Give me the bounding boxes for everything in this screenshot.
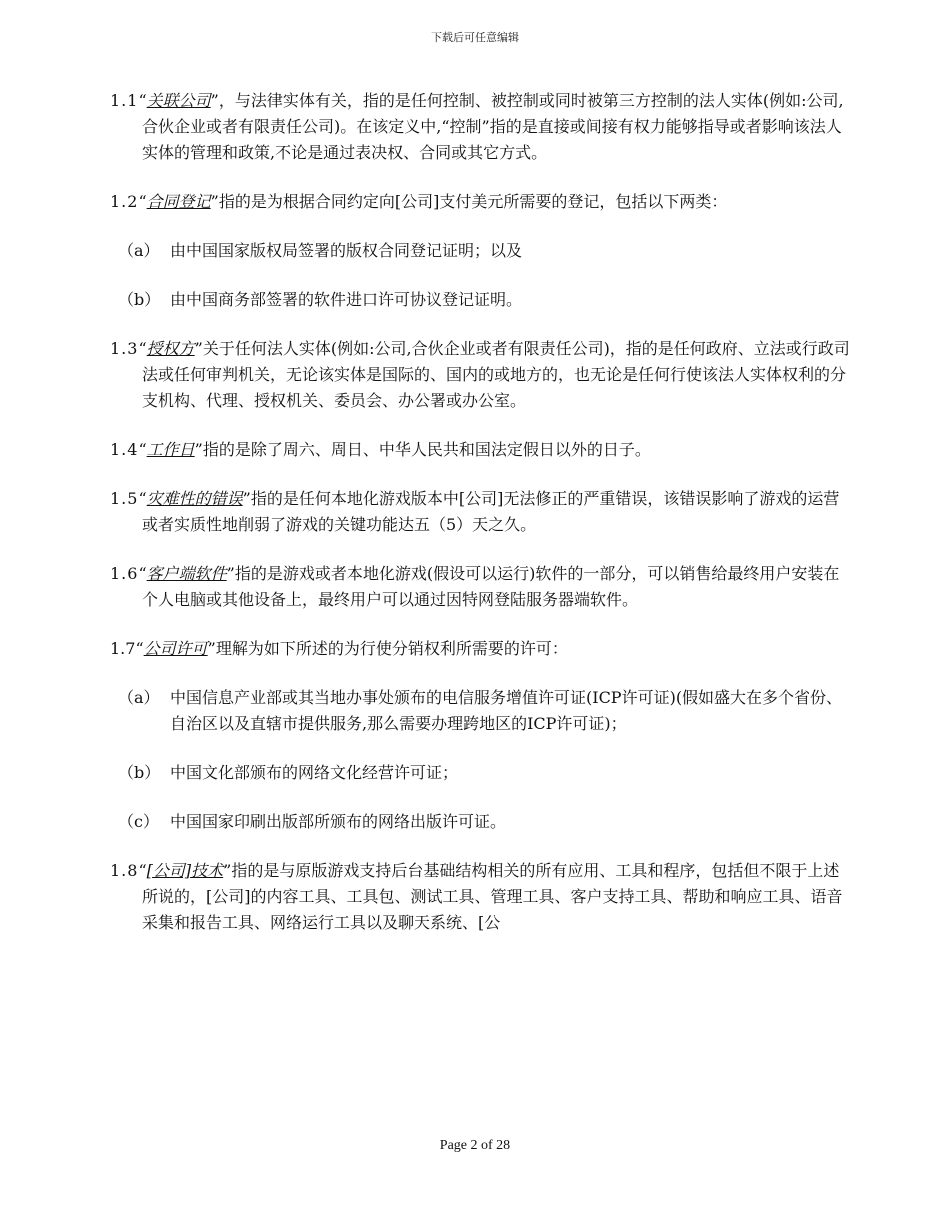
section-number: 1.5 (110, 489, 139, 508)
section-number: 1.3 (110, 339, 139, 358)
defined-term: 关联公司 (146, 91, 211, 110)
definition-1-1: 1.1“关联公司”，与法律实体有关，指的是任何控制、被控制或同时被第三方控制的法人实体(例如:公司,合伙企业或者有限责任公司)。在该定义中,“控制”指的是直接或间接有权力能够指导或者影响该法人实体的管理和政策,不论是通过表决权、合同或其它方式。 (110, 91, 844, 162)
list-item-label: （b） (118, 763, 161, 782)
list-item (110, 287, 850, 313)
section-number: 1.1 (110, 91, 139, 110)
list-item-label: （a） (118, 688, 160, 707)
list-item-label: （c） (118, 812, 159, 831)
definition-1-3: 1.3“授权方”关于任何法人实体(例如:公司,合伙企业或者有限责任公司)，指的是任何政府、立法或行政司法或任何审判机关，无论该实体是国际的、国内的或地方的，也无论是任何行使该法人实体权利的分支机构、代理、授权机关、委员会、办公署或办公室。 (110, 339, 850, 410)
section-number: 1.8 (110, 861, 139, 880)
defined-term: 客户端软件 (146, 564, 227, 583)
definition-text: ，与法律实体有关，指的是任何控制、被控制或同时被第三方控制的法人实体(例如:公司,合伙企业或者有限责任公司)。在该定义中,“控制”指的是直接或间接有权力能够指导或者影响该法人实体的管理和政策,不论是通过表决权、合同或其它方式。 (142, 91, 844, 162)
defined-term: [公司]技术 (146, 861, 224, 880)
document-body (110, 88, 850, 959)
list-item-text: 中国国家印刷出版部所颁布的网络出版许可证。 (170, 812, 507, 831)
definition-text: 指的是为根据合同约定向[公司]支付美元所需要的登记，包括以下两类： (218, 192, 728, 211)
definition-1-6: 1.6“客户端软件”指的是游戏或者本地化游戏(假设可以运行)软件的一部分，可以销售给最终用户安装在个人电脑或其他设备上，最终用户可以通过因特网登陆服务器端软件。 (110, 564, 840, 609)
definition-1-5: 1.5“灾难性的错误”指的是任何本地化游戏版本中[公司]无法修正的严重错误，该错误影响了游戏的运营或者实质性地削弱了游戏的关键功能达五（5）天之久。 (110, 489, 840, 534)
definition-1-4: 1.4“工作日”指的是除了周六、周日、中华人民共和国法定假日以外的日子。 (110, 440, 651, 459)
list-item-text: 由中国国家版权局签署的版权合同登记证明；以及 (170, 241, 523, 260)
section-number: 1.7 (110, 639, 136, 658)
defined-term: 灾难性的错误 (146, 489, 243, 508)
list-item-text: 中国文化部颁布的网络文化经营许可证； (170, 763, 459, 782)
definition-text: 指的是任何本地化游戏版本中[公司]无法修正的严重错误，该错误影响了游戏的运营或者实质性地削弱了游戏的关键功能达五（5）天之久。 (142, 489, 840, 534)
list-item-text: 由中国商务部签署的软件进口许可协议登记证明。 (170, 290, 523, 309)
defined-term: 授权方 (146, 339, 195, 358)
definition-text: 理解为如下所述的为行使分销权利所需要的许可： (215, 639, 568, 658)
list-item (110, 760, 850, 786)
section-number: 1.2 (110, 192, 139, 211)
section-number: 1.6 (110, 564, 139, 583)
definition-text: 指的是游戏或者本地化游戏(假设可以运行)软件的一部分，可以销售给最终用户安装在个人电脑或其他设备上，最终用户可以通过因特网登陆服务器端软件。 (142, 564, 840, 609)
definition-1-2: 1.2“合同登记”指的是为根据合同约定向[公司]支付美元所需要的登记，包括以下两类： (110, 192, 728, 211)
defined-term: 合同登记 (146, 192, 211, 211)
list-item (110, 685, 850, 737)
list-item (110, 238, 850, 264)
list-item-label: （a） (118, 241, 160, 260)
list-item-label: （b） (118, 290, 161, 309)
list-item (110, 809, 850, 835)
page-number: Page 2 of 28 (439, 1138, 511, 1153)
definition-text: 指的是除了周六、周日、中华人民共和国法定假日以外的日子。 (202, 440, 651, 459)
list-item-text: 中国信息产业部或其当地办事处颁布的电信服务增值许可证(ICP许可证)(假如盛大在多个省份、自治区以及直辖市提供服务,那么需要办理跨地区的ICP许可证)； (170, 688, 843, 733)
section-number: 1.4 (110, 440, 139, 459)
page-header: 下载后可任意编辑 (431, 31, 519, 44)
definition-1-7: 1.7“公司许可”理解为如下所述的为行使分销权利所需要的许可： (110, 639, 568, 658)
definition-text: 指的是与原版游戏支持后台基础结构相关的所有应用、工具和程序，包括但不限于上述所说的，[公司]的内容工具、工具包、测试工具、管理工具、客户支持工具、帮助和响应工具、语音采集和报告工具、网络运行工具以及聊天系统、[公 (142, 861, 843, 932)
definition-1-8: 1.8“[公司]技术”指的是与原版游戏支持后台基础结构相关的所有应用、工具和程序，包括但不限于上述所说的，[公司]的内容工具、工具包、测试工具、管理工具、客户支持工具、帮助和响应工具、语音采集和报告工具、网络运行工具以及聊天系统、[公 (110, 861, 843, 932)
defined-term: 公司许可 (143, 639, 208, 658)
defined-term: 工作日 (146, 440, 195, 459)
definition-text: 关于任何法人实体(例如:公司,合伙企业或者有限责任公司)，指的是任何政府、立法或行政司法或任何审判机关，无论该实体是国际的、国内的或地方的，也无论是任何行使该法人实体权利的分支机构、代理、授权机关、委员会、办公署或办公室。 (142, 339, 850, 410)
